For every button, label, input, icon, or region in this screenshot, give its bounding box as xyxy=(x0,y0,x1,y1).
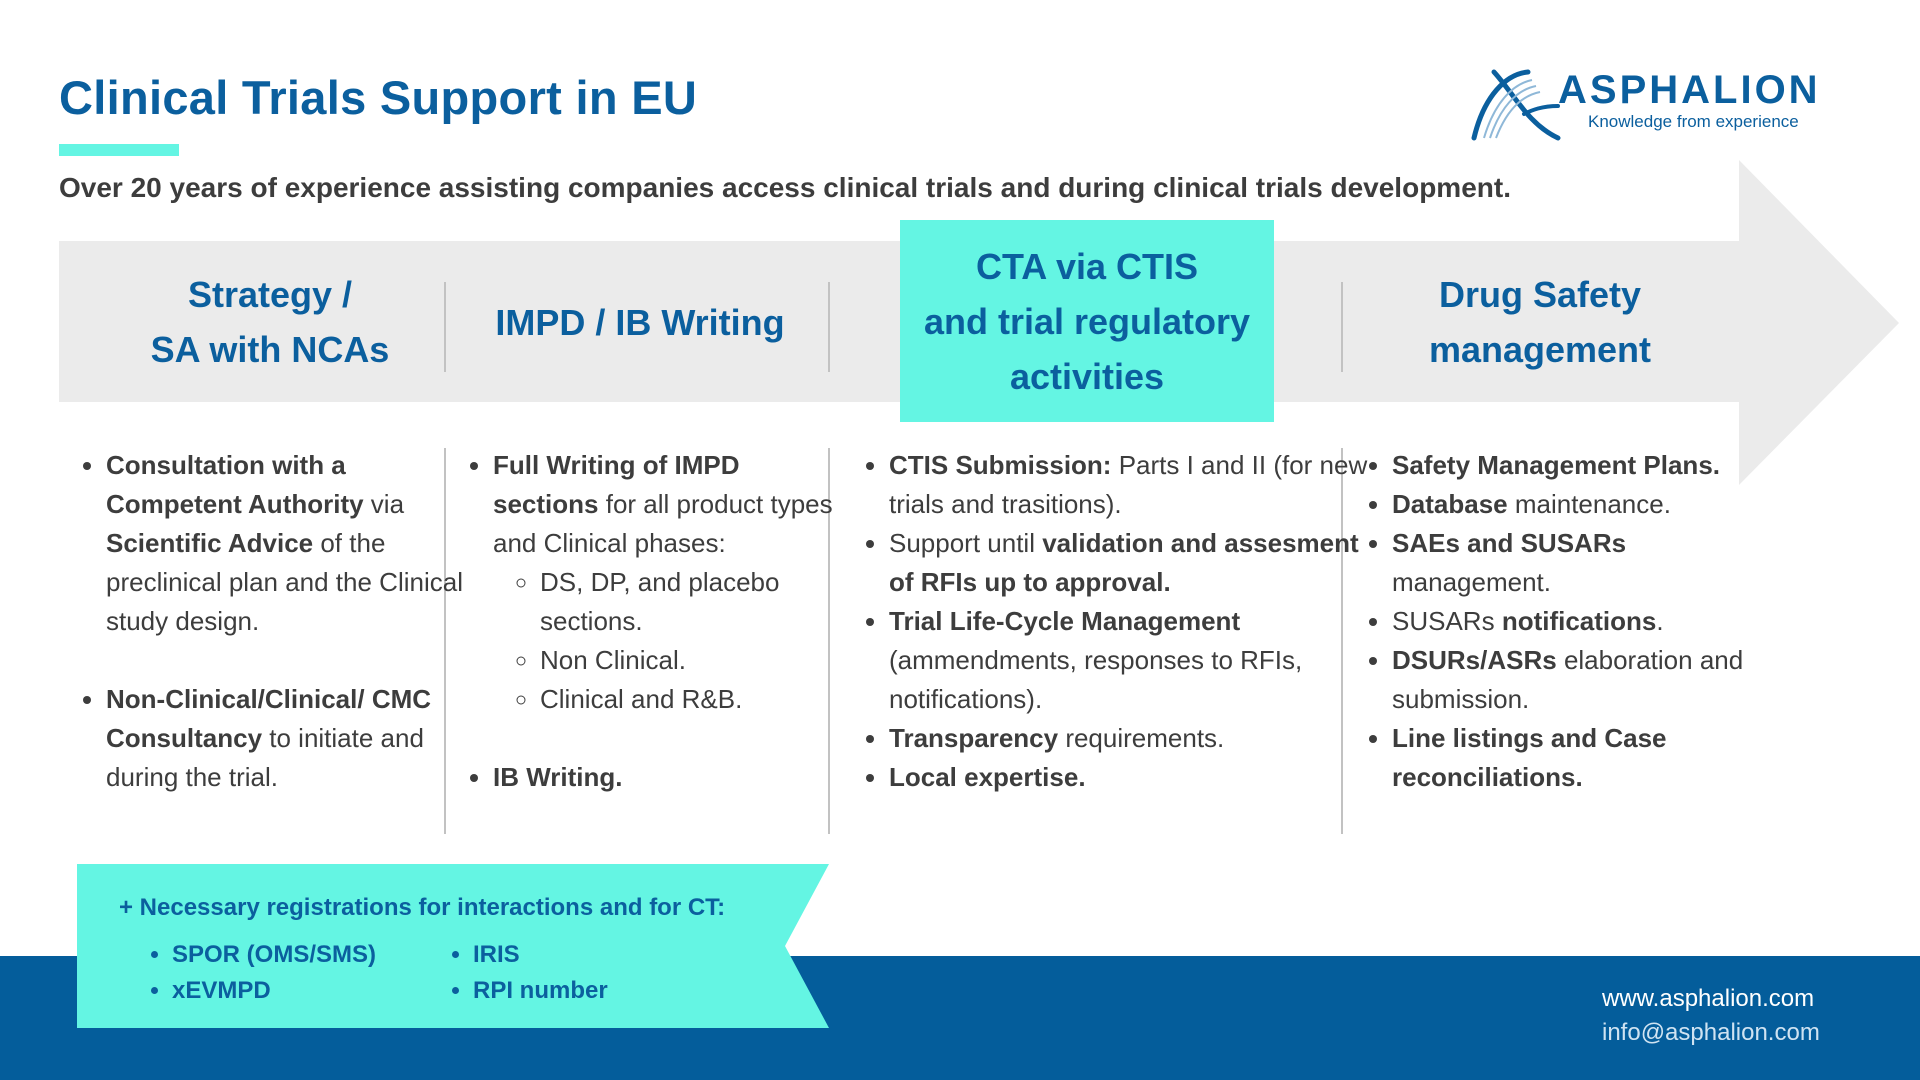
registrations-list-left xyxy=(138,937,376,1009)
item-text: IB Writing. xyxy=(493,762,623,792)
registrations-list-right xyxy=(439,937,608,1009)
item-text: of the preclinical plan and the Clinical study design. xyxy=(106,528,463,636)
item-text: notifications xyxy=(1501,606,1657,636)
item-text: Safety Management Plans. xyxy=(1392,450,1720,480)
column-header-drug-safety xyxy=(1345,241,1735,403)
column-header-cta xyxy=(900,220,1274,422)
item-text: (ammendments, responses to RFIs, notifications). xyxy=(889,645,1303,714)
item-text: Local expertise. xyxy=(889,762,1086,792)
list-item xyxy=(889,758,1369,797)
item-text: Trial Life-Cycle Management xyxy=(889,606,1241,636)
registration-item: • xEVMPD xyxy=(172,973,376,1009)
registration-item: • SPOR (OMS/SMS) xyxy=(172,937,376,973)
list-item xyxy=(889,446,1369,524)
drug-safety-list xyxy=(1345,446,1792,797)
item-text: maintenance. xyxy=(1507,489,1671,519)
column-header-line: Strategy / xyxy=(187,274,353,315)
list-item xyxy=(106,680,466,797)
header-divider xyxy=(1341,282,1343,372)
sub-list-item: ◦ Clinical and R&B. xyxy=(540,680,843,719)
item-text: Transparency xyxy=(889,723,1059,753)
item-text: Consultation with a Competent Authority xyxy=(106,450,364,519)
item-text: for all product types and Clinical phases: xyxy=(493,489,833,558)
page-subtitle: Over 20 years of experience assisting companies access clinical trials and during clinical trials development. xyxy=(59,172,1511,203)
column-header-impd xyxy=(450,241,830,403)
item-text: requirements. xyxy=(1058,723,1225,753)
item-text: Parts I and II (for new trials and trasitions). xyxy=(889,450,1368,519)
registration-item: • IRIS xyxy=(473,937,608,973)
registrations-title: + Necessary registrations for interactions and for CT: xyxy=(119,894,726,921)
item-text: Full Writing of IMPD sections xyxy=(493,450,740,519)
item-text: management. xyxy=(1392,567,1551,597)
cta-list xyxy=(842,446,1369,797)
page-title: Clinical Trials Support in EU xyxy=(59,71,698,124)
footer-email-link[interactable]: info@asphalion.com xyxy=(1602,1019,1820,1046)
item-text: Support until xyxy=(889,528,1043,558)
list-item xyxy=(1392,485,1792,524)
column-header-line: management xyxy=(1428,329,1652,370)
footer-website-link[interactable]: www.asphalion.com xyxy=(1602,985,1815,1012)
header-divider xyxy=(444,282,446,372)
item-text: DSURs/ASRs xyxy=(1392,645,1557,675)
list-item xyxy=(889,524,1369,602)
list-item xyxy=(1392,602,1792,641)
column-header-line: IMPD / IB Writing xyxy=(495,301,785,343)
impd-sublist xyxy=(493,563,843,719)
list-item xyxy=(1392,719,1792,797)
list-item xyxy=(106,446,466,641)
logo-tagline: Knowledge from experience xyxy=(1588,112,1799,131)
strategy-list xyxy=(59,446,466,797)
column-header-line: Drug Safety xyxy=(1438,274,1642,315)
header-divider xyxy=(828,282,830,372)
item-text: Line listings and Case reconciliations. xyxy=(1392,723,1667,792)
item-text: SAEs and SUSARs xyxy=(1392,528,1627,558)
sub-list-item: ◦ DS, DP, and placebo sections. xyxy=(540,563,843,641)
list-item xyxy=(889,719,1369,758)
list-item xyxy=(1392,524,1792,602)
column-header-line: SA with NCAs xyxy=(150,329,390,370)
logo-mark-icon xyxy=(1466,66,1566,146)
list-item xyxy=(1392,641,1792,719)
item-text: Non-Clinical/Clinical/ CMC Consultancy xyxy=(106,684,432,753)
item-text: CTIS Submission: xyxy=(889,450,1112,480)
item-text: . xyxy=(1656,606,1664,636)
list-item xyxy=(889,602,1369,719)
item-text: SUSARs xyxy=(1392,606,1502,636)
column-header-line: activities xyxy=(1009,355,1165,397)
logo-name: ASPHALION xyxy=(1558,68,1821,112)
column-header-line: and trial regulatory xyxy=(923,300,1251,342)
title-underline xyxy=(59,144,179,156)
company-logo xyxy=(1466,66,1821,146)
column-header-line: CTA via CTIS xyxy=(975,245,1198,287)
sub-list-item: ◦ Non Clinical. xyxy=(540,641,843,680)
registration-item: • RPI number xyxy=(473,973,608,1009)
item-text: Database xyxy=(1392,489,1508,519)
list-item xyxy=(493,446,843,719)
impd-list xyxy=(446,446,843,797)
item-text: Scientific Advice xyxy=(106,528,314,558)
item-text: to initiate and during the trial. xyxy=(106,723,424,792)
list-item xyxy=(1392,446,1792,485)
column-header-strategy xyxy=(70,241,470,403)
item-text: validation and assesment of RFIs up to approval. xyxy=(889,528,1359,597)
item-text: elaboration and submission. xyxy=(1392,645,1744,714)
list-item xyxy=(493,758,843,797)
item-text: via xyxy=(363,489,405,519)
